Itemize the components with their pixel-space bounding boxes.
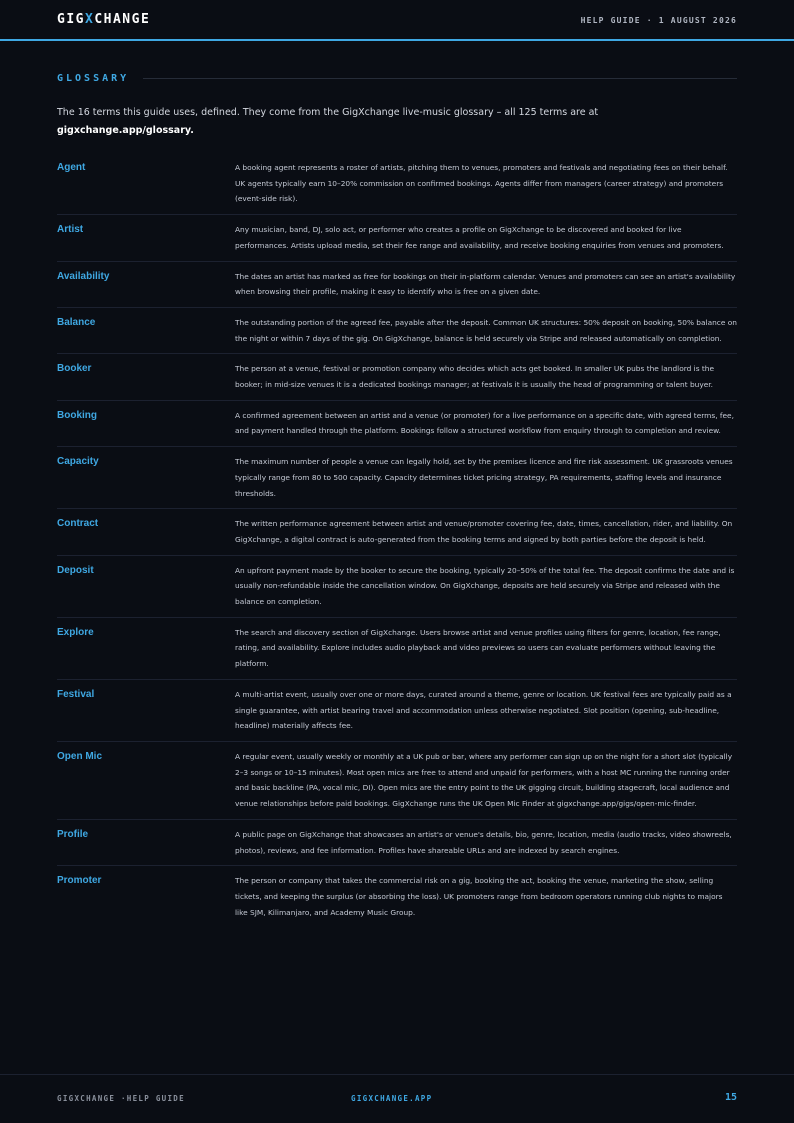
intro-text: The 16 terms this guide uses, defined. They come from the GigXchange live-music glossary – all 125 terms are at <box>57 107 599 118</box>
glossary-term: Booking <box>57 409 97 421</box>
glossary-definition: A regular event, usually weekly or monthly at a UK pub or bar, where any performer can sign up on the night for a short slot (typically 2–3 songs or 10–15 minutes). Most open mics are free to attend and unpaid for performers, with a host MC running the running order and basic backline (PA, vocal mic, DI). Open mics are the entry point to the UK gigging circuit, building stagecraft, local audience and venue relationships before paid bookings. GigXchange runs the UK Open Mic Finder at gigxchange.app/gigs/open-mic-finder. <box>235 751 733 809</box>
glossary-term: Availability <box>57 270 110 282</box>
glossary-definition: A confirmed agreement between an artist and a venue (or promoter) for a live performance on a specific date, with agreed terms, fee, and payment handled through the platform. Bookings follow a structured workflow from enquiry through to completion and review. <box>235 410 734 436</box>
glossary-term: Open Mic <box>57 750 103 762</box>
header-bar <box>0 0 794 41</box>
glossary-entry <box>57 308 737 354</box>
glossary-entry <box>57 262 737 308</box>
glossary-definition: The written performance agreement between artist and venue/promoter covering fee, date, times, cancellation, rider, and liability. On GigXchange, a digital contract is auto-generated from the booking terms and signed by both parties before the deposit is held. <box>235 519 733 544</box>
glossary-definition: A multi-artist event, usually over one or more days, curated around a theme, genre or location. UK festival fees are typically paid as a single guarantee, with artist bearing travel and accommodation unless otherwise negotiated. Slot position (opening, sub-headline, headline) materially affects fee. <box>235 689 732 731</box>
glossary-entry <box>57 447 737 509</box>
glossary-definition: An upfront payment made by the booker to secure the booking, typically 20–50% of the total fee. The deposit confirms the date and is usually non-refundable inside the cancellation window. On GigXchange, deposits are held securely via Stripe and released with the balance on completion. <box>235 565 735 607</box>
glossary-definition: A public page on GigXchange that showcases an artist's or venue's details, bio, genre, location, media (audio tracks, video showreels, photos), reviews, and fee information. Profiles have shareable URLs and are indexed by search engines. <box>235 829 732 855</box>
section-heading <box>57 71 737 85</box>
glossary-entry <box>57 618 737 680</box>
header-meta: HELP GUIDE · 1 AUGUST 2026 <box>580 16 737 25</box>
section-divider <box>143 78 737 79</box>
glossary-entry <box>57 401 737 447</box>
glossary-definition: Any musician, band, DJ, solo act, or performer who creates a profile on GigXchange to be discovered and booked for live performances. Artists upload media, set their fee range and availability, and receive booking enquiries from venues and promoters. <box>235 225 724 250</box>
glossary-term: Profile <box>57 828 89 840</box>
glossary-entry <box>57 742 737 820</box>
intro-paragraph <box>57 104 617 140</box>
glossary-term: Artist <box>57 224 84 236</box>
glossary-term: Festival <box>57 688 95 700</box>
glossary-term: Agent <box>57 162 86 173</box>
logo-gig: GIG <box>57 12 85 27</box>
glossary-entry <box>57 354 737 400</box>
glossary-entry <box>57 215 737 261</box>
glossary-entry <box>57 556 737 618</box>
glossary-entry <box>57 509 737 555</box>
glossary-list <box>57 153 737 927</box>
logo-x: X <box>84 12 95 27</box>
glossary-term: Capacity <box>57 456 99 468</box>
glossary-definition: A booking agent represents a roster of artists, pitching them to venues, promoters and festivals and negotiating fees on their behalf. UK agents typically earn 10–20% commission on confirmed bookings. Agents differ from managers (career strategy) and promoters (event-side risk). <box>235 163 728 204</box>
page-number: 15 <box>724 1092 737 1103</box>
page-footer <box>0 1074 794 1123</box>
glossary-term: Balance <box>57 316 96 328</box>
logo-change: CHANGE <box>94 12 151 27</box>
glossary-entry <box>57 820 737 866</box>
glossary-term: Deposit <box>57 564 94 576</box>
glossary-definition: The outstanding portion of the agreed fee, payable after the deposit. Common UK structures: 50% deposit on booking, 50% balance on the night or within 7 days of the gig. On GigXchange, balance is held securely via Stripe and released automatically on completion. <box>235 317 737 343</box>
glossary-term: Explore <box>57 626 94 638</box>
glossary-term: Promoter <box>57 875 102 887</box>
gigxchange-logo[interactable] <box>57 12 150 27</box>
glossary-definition: The person at a venue, festival or promotion company who decides which acts get booked. In smaller UK pubs the landlord is the booker; in mid-size venues it is a dedicated bookings manager; at festivals it is usually the head of programming or talent buyer. <box>235 364 715 390</box>
glossary-term: Contract <box>57 518 99 530</box>
glossary-definition: The dates an artist has marked as free for bookings on their in-platform calendar. Venues and promoters can see an artist's availability when browsing their profile, making it easy to identify who is free on a given date. <box>235 271 736 297</box>
section-title: GLOSSARY <box>57 72 130 84</box>
glossary-definition: The search and discovery section of GigXchange. Users browse artist and venue profiles using filters for genre, location, fee range, rating, and availability. Explore includes audio playback and video previews so users can evaluate performers without leaving the platform. <box>235 627 721 669</box>
footer-site-link[interactable]: GIGXCHANGE.APP <box>351 1094 433 1103</box>
glossary-entry <box>57 153 737 215</box>
glossary-link[interactable]: gigxchange.app/glossary. <box>57 125 194 136</box>
glossary-definition: The maximum number of people a venue can legally hold, set by the premises licence and fire risk assessment. UK grassroots venues typically range from 80 to 500 capacity. Capacity determines ticket pricing strategy, PA requirements, staffing levels and insurance thresholds. <box>235 457 733 498</box>
footer-brand: GIGXCHANGE ·HELP GUIDE <box>57 1094 185 1103</box>
glossary-entry <box>57 866 737 927</box>
glossary-entry <box>57 680 737 742</box>
glossary-definition: The person or company that takes the commercial risk on a gig, booking the act, booking the venue, marketing the show, selling tickets, and keeping the surplus (or absorbing the loss). UK promoters range from bedroom operators running club nights to majors like SJM, Kilimanjaro, and Academy Music Group. <box>235 876 723 917</box>
glossary-term: Booker <box>57 363 92 375</box>
